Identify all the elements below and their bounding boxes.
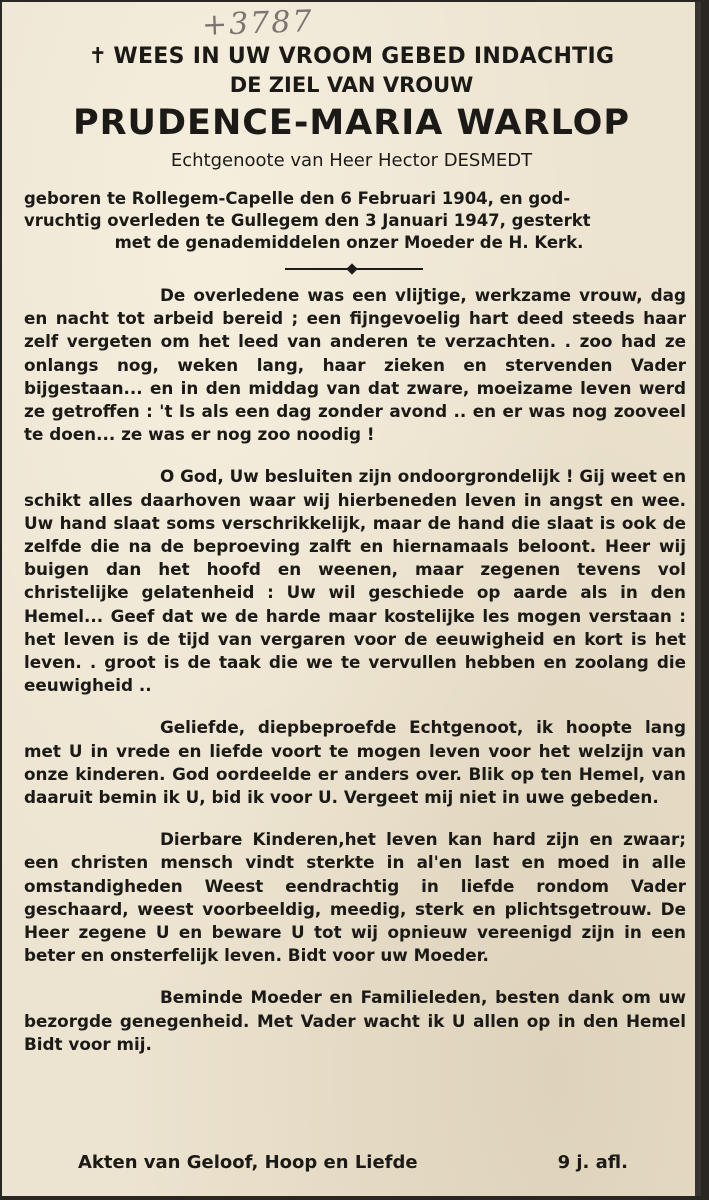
indulgence-note: 9 j. afl. xyxy=(557,1152,628,1173)
cross-icon: ✝ xyxy=(88,44,108,69)
spouse-line: Echtgenoote van Heer Hector DESMEDT xyxy=(170,150,533,171)
paragraph-to-children: Dierbare Kinderen,het leven kan hard zijn en zwaar; een christen mensch vindt sterkte in al'en last en moed in alle omstandigheden Weest eendrachtig in liefde rondom Vader geschaard, weest voorbeeldig, meedig, sterk en plichtsgetrouw. De Heer zegene U en beware U tot wij opnieuw vereenigd zijn in een beter en onsterfelijk leven. Bidt voor uw Moeder. xyxy=(24,829,686,966)
birth-death-details xyxy=(24,188,674,254)
intro-line-1: geboren te Rollegem-Capelle den 6 Februari 1904, en god- xyxy=(24,189,571,208)
intro-line-3: met de genademiddelen onzer Moeder de H. Kerk. xyxy=(114,233,584,252)
paragraph-to-family: Beminde Moeder en Familieleden, besten dank om uw bezorgde genegenheid. Met Vader wacht ik U allen op in den Hemel Bidt voor mij. xyxy=(24,987,686,1054)
paragraph-tribute: De overledene was een vlijtige, werkzame vrouw, dag en nacht tot arbeid bereid ; een fijngevoelig hart deed steeds haar zelf vergeten om het leed van anderen te verzachten. . zoo had ze onlangs nog, weken lang, haar zieken en stervenden Vader bijgestaan... en in den middag van dat zware, moeizame leven werd ze getroffen : 't Is als een dag zonder avond .. en er was nog zooveel te doen... ze was er nog zoo noodig ! xyxy=(24,285,686,445)
invocation-text: WEES IN UW VROOM GEBED INDACHTIG xyxy=(113,44,615,69)
memorial-text xyxy=(24,284,686,1075)
memorial-card xyxy=(2,2,701,1196)
paragraph-prayer: O God, Uw besluiten zijn ondoorgrondelijk ! Gij weet en schikt alles daarhoven waar wij hierbeneden leven in angst en wee. Uw hand slaat soms verschrikkelijk, maar de hand die slaat is ook de zelfde die na de beproeving zalft en hiernamaals beloont. Heer wij buigen dan het hoofd en weenen, maar zegenen tevens vol christelijke gelatenheid : Uw wil geschiede op aarde als in den Hemel... Geef dat we de harde maar kostelijke les mogen verstaan : het leven is de tijd van vergaren voor de eeuwigheid en kort is het leven. . groot is de taak die we te vervullen hebben en zoolang die eeuwigheid .. xyxy=(24,466,687,696)
handwritten-catalog-number: +3787 xyxy=(201,4,315,43)
deceased-name: PRUDENCE-MARIA WARLOP xyxy=(72,103,631,143)
divider-ornament xyxy=(346,263,357,274)
paragraph-to-husband: Geliefde, diepbeproefde Echtgenoot, ik hoopte lang met U in vrede en liefde voort te mogen leven voor het welzijn van onze kinderen. God oordeelde er anders over. Blik op ten Hemel, van daaruit bemin ik U, bid ik voor U. Vergeet mij niet in uwe gebeden. xyxy=(24,717,686,808)
intro-line-2: vruchtig overleden te Gullegem den 3 Januari 1947, gesterkt xyxy=(24,211,591,230)
card-header xyxy=(2,42,701,174)
indulgence-acts: Akten van Geloof, Hoop en Liefde xyxy=(78,1152,418,1173)
soul-of-line: DE ZIEL VAN VROUW xyxy=(229,73,474,97)
card-footer xyxy=(78,1152,638,1173)
prayer-invocation xyxy=(2,42,701,72)
